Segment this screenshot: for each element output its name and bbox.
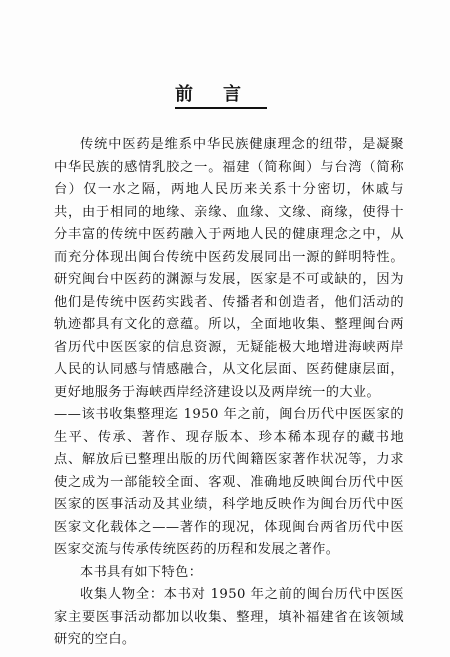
paragraph-intro: 传统中医药是维系中华民族健康理念的纽带，是凝聚中华民族的感情乳胶之一。福建（简称闽）与台湾（简称台）仅一水之隔，两地人民历来关系十分密切，休戚与共，由于相同的地缘、亲缘、血缘、文缘、商缘，使得十分丰富的传统中医药融入于两地人民的健康理念之中，从而充分体现出闽台传统中医药发展同出一源的鲜明特性。研究闽台中医药的渊源与发展，医家是不可或缺的，因为他们是传统中医药实践者、传播者和创造者，他们活动的轨迹都具有文化的意蕴。所以，全面地收集、整理闽台两省历代中医医家的信息资源，无疑能极大地增进海峡两岸人民的认同感与情感融合，从文化层面、医药健康层面，更好地服务于海峡西岸经济建设以及两岸统一的大业。 <box>54 137 404 400</box>
preface-body <box>54 134 404 652</box>
preface-title-block <box>175 84 271 110</box>
paragraph-scope: ——该书收集整理迄 1950 年之前，闽台历代中医医家的生平、传承、著作、现存版本、珍本稀本现存的藏书地点、解放后已整理出版的历代闽籍医家著作状况等，力求使之成为一部能较全面、客观、准确地反映闽台历代中医医家的医事活动及其业绩，科学地反映作为闽台历代中医医家文化载体之——著作的现况，体现闽台两省历代中医医家交流与传承传统医药的历程和发展之著作。 <box>54 407 404 557</box>
title-underline <box>175 107 267 109</box>
paragraph-feature-1: 收集人物全：本书对 1950 年之前的闽台历代中医医家主要医事活动都加以收集、整理，填补福建省在该领域研究的空白。 <box>54 587 404 647</box>
page-title: 前言 <box>175 84 271 105</box>
paragraph-features-heading: 本书具有如下特色： <box>80 564 203 580</box>
